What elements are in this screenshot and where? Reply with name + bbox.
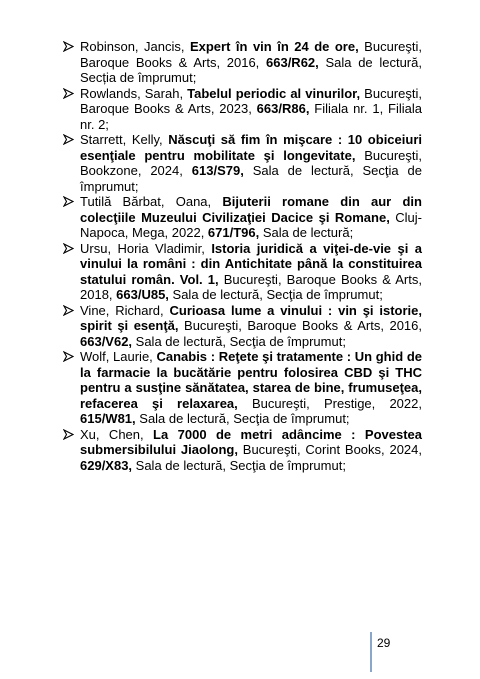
entry-publication: Bucureşti, Corint Books, 2024, <box>237 442 422 457</box>
entry-location: Filiala nr. 1, Filiala nr. 2; <box>80 101 422 132</box>
entry-author: Vine, Richard, <box>80 302 170 318</box>
arrow-bullet-icon <box>63 349 74 362</box>
list-item <box>62 303 422 350</box>
page-number: 29 <box>377 636 391 650</box>
entry-title: Expert în vin în 24 de ore, <box>189 39 359 54</box>
entry-location: Sala de lectură, Secţia de împrumut; <box>135 411 350 426</box>
arrow-bullet-icon <box>63 132 74 145</box>
entry-call-number: 671/T96, <box>207 225 260 240</box>
entry-author: Ursu, Horia Vladimir, <box>80 240 212 256</box>
entry-location: Sala de lectură, Secţia de împrumut; <box>168 287 383 302</box>
list-item <box>62 86 422 133</box>
arrow-bullet-icon <box>63 427 74 440</box>
entry-call-number: 663/V62, <box>80 333 133 349</box>
entry-publication: Bucureşti, Baroque Books & Arts, 2018, <box>80 271 422 302</box>
arrow-bullet-icon <box>63 86 74 99</box>
entry-author: Rowlands, Sarah, <box>80 85 188 101</box>
entry-call-number: 615/W81, <box>80 411 136 426</box>
entry-author: Starrett, Kelly, <box>80 132 169 147</box>
arrow-bullet-icon <box>63 194 74 207</box>
list-item <box>62 132 422 194</box>
entry-location: Sala de lectură, Secţia de împrumut; <box>80 163 422 194</box>
list-item <box>62 241 422 303</box>
entry-publication: Bucureşti, Baroque Books & Arts, 2023, <box>80 85 422 116</box>
entry-call-number: 629/X83, <box>80 457 133 473</box>
entry-title: La 7000 de metri adâncime : Povestea submersibilului Jiaolong, <box>80 426 422 457</box>
entry-title: Bijuterii romane din aur din colecţiile Muzeului Civilizaţiei Dacice şi Romane, <box>80 194 422 225</box>
arrow-bullet-icon <box>63 303 74 316</box>
entry-location: Sala de lectură, Secţia de împrumut; <box>132 333 346 349</box>
list-item <box>62 349 422 427</box>
entry-title: Canabis : Reţete şi tratamente : Un ghid de la farmacie la bucătărie pentru folosirea CBD şi THC pentru a susţine sănătatea, starea de bine, frumuseţea, refacerea şi relaxarea, <box>80 349 422 411</box>
entry-publication: Bucureşti, Bookzone, 2024, <box>80 147 422 178</box>
entry-publication: Bucureşti, Baroque Books & Arts, 2016, <box>178 318 422 333</box>
entry-location: Sala de lectură; <box>259 225 354 240</box>
entry-call-number: 663/R86, <box>256 101 310 116</box>
entry-author: Tutilă Bărbat, Oana, <box>80 194 223 209</box>
entry-publication: Cluj-Napoca, Mega, 2022, <box>80 209 422 240</box>
entry-title: Născuţi să fim în mişcare : 10 obiceiuri esenţiale pentru mobilitate şi longevitate, <box>80 132 422 163</box>
entry-call-number: 613/S79, <box>191 163 244 178</box>
entry-publication: Bucureşti, Baroque Books & Arts, 2016, <box>80 39 422 70</box>
list-item <box>62 427 422 474</box>
arrow-bullet-icon <box>63 39 74 52</box>
entry-location: Sala de lectură, Secția de împrumut; <box>80 54 422 85</box>
entry-title: Istoria juridică a viţei-de-vie şi a vinului la români : din Antichitate până la constituirea statului român. Vol. 1, <box>80 240 422 287</box>
entry-author: Robinson, Jancis, <box>80 39 190 54</box>
arrow-bullet-icon <box>63 241 74 254</box>
entry-location: Sala de lectură, Secţia de împrumut; <box>132 457 346 473</box>
entry-author: Wolf, Laurie, <box>80 349 157 364</box>
bibliography-list <box>62 39 422 473</box>
list-item <box>62 39 422 86</box>
entry-call-number: 663/R62, <box>266 54 319 70</box>
entry-title: Curioasa lume a vinului : vin şi istorie, spirit şi esenţă, <box>80 302 423 333</box>
entry-call-number: 663/U85, <box>116 287 169 302</box>
entry-publication: Bucureşti, Prestige, 2022, <box>237 395 422 411</box>
entry-author: Xu, Chen, <box>80 426 154 442</box>
entry-title: Tabelul periodic al vinurilor, <box>187 85 361 101</box>
footer-divider <box>370 632 372 672</box>
list-item <box>62 194 422 241</box>
